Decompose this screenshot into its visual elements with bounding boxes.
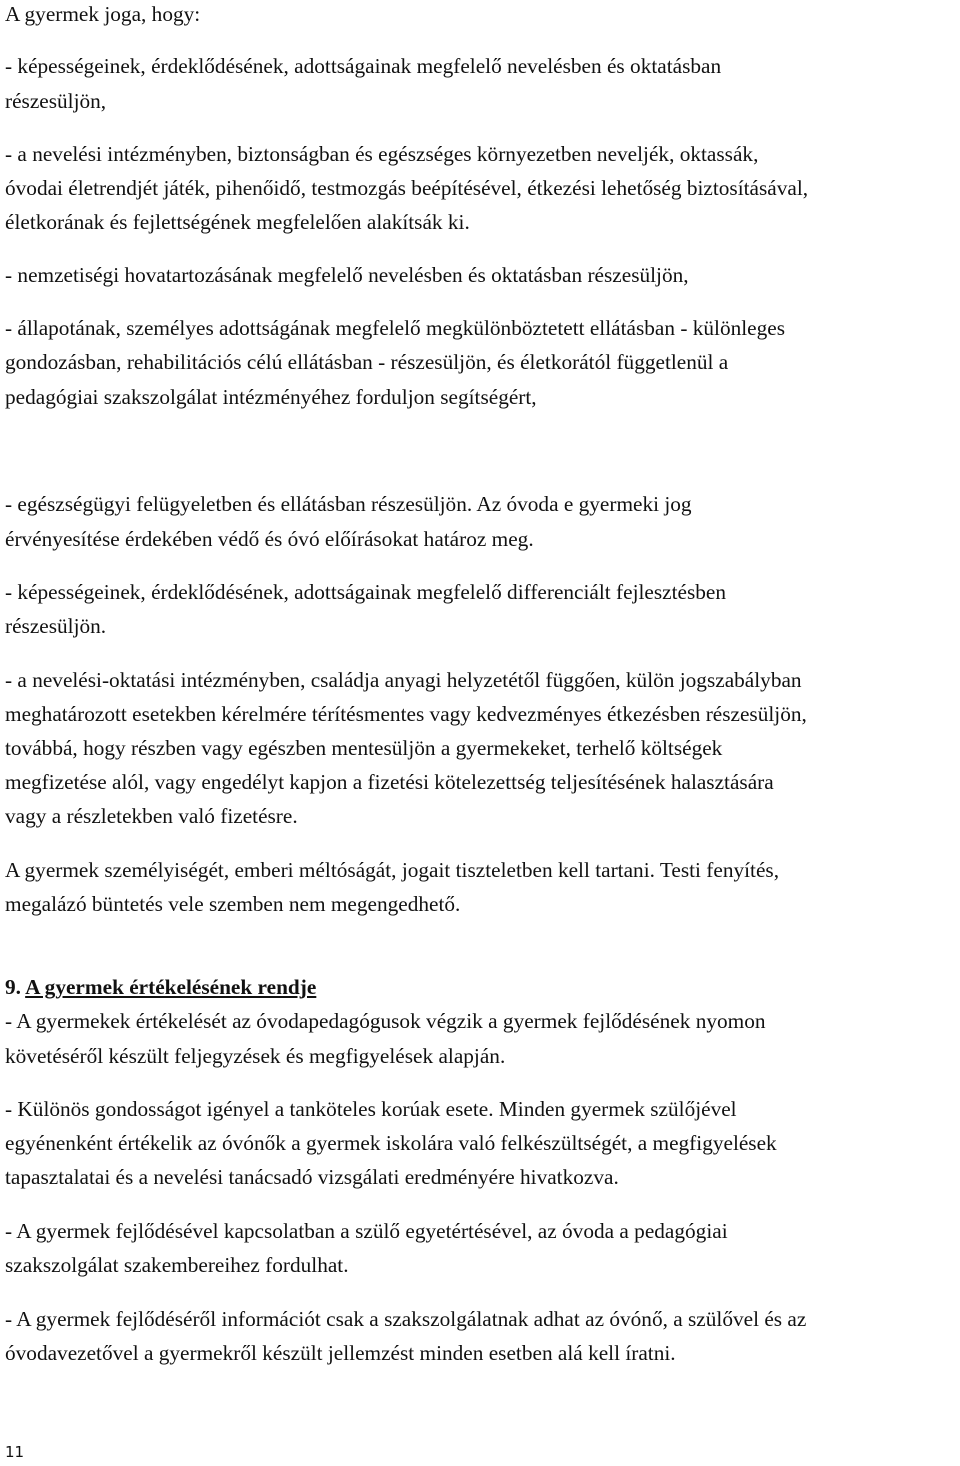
text-line: - egészségügyi felügyeletben és ellátásban részesüljön. Az óvoda e gyermeki jog xyxy=(5,492,692,516)
text-line: gondozásban, rehabilitációs célú ellátásban - részesüljön, és életkorától függetlenül a xyxy=(5,350,729,374)
text-line: követéséről készült feljegyzések és megfigyelések alapján. xyxy=(5,1044,506,1068)
text-line: szakszolgálat szakembereihez fordulhat. xyxy=(5,1253,349,1277)
text-line: továbbá, hogy részben vagy egészben mentesüljön a gyermekeket, terhelő költségek xyxy=(5,736,723,760)
text-line: - a nevelési intézményben, biztonságban és egészséges környezetben neveljék, oktassák, xyxy=(5,142,759,166)
text-line: A gyermek személyiségét, emberi méltóságát, jogait tiszteletben kell tartani. Testi fenyítés, xyxy=(5,858,780,882)
text-line: - a nevelési-oktatási intézményben, családja anyagi helyzetétől függően, külön jogszabályban xyxy=(5,668,802,692)
text-line: életkorának és fejlettségének megfelelően alakítsák ki. xyxy=(5,210,470,234)
text-line: tapasztalatai és a nevelési tanácsadó vizsgálati eredményére hivatkozva. xyxy=(5,1165,619,1189)
text-line: - nemzetiségi hovatartozásának megfelelő nevelésben és oktatásban részesüljön, xyxy=(5,263,689,287)
text-line: - képességeinek, érdeklődésének, adottságainak megfelelő differenciált fejlesztésben xyxy=(5,580,727,604)
text-line: - A gyermek fejlődéséről információt csak a szakszolgálatnak adhat az óvónő, a szülővel és az xyxy=(5,1307,807,1331)
text-line: - Különös gondosságot igényel a tanköteles korúak esete. Minden gyermek szülőjével xyxy=(5,1097,737,1121)
text-line: - állapotának, személyes adottságának megfelelő megkülönböztetett ellátásban - különleges xyxy=(5,316,786,340)
text-line: óvodavezetővel a gyermekről készült jellemzést minden esetben alá kell íratni. xyxy=(5,1341,676,1365)
text-line: részesüljön, xyxy=(5,89,107,113)
section-number: 9. xyxy=(5,975,21,999)
page-number: 11 xyxy=(5,1443,25,1461)
section-heading xyxy=(5,974,316,1000)
text-line: megalázó büntetés vele szemben nem megengedhető. xyxy=(5,892,461,916)
text-line: meghatározott esetekben kérelmére térítésmentes vagy kedvezményes étkezésben részesüljön, xyxy=(5,702,807,726)
text-line: részesüljön. xyxy=(5,614,107,638)
text-line: egyénenként értékelik az óvónők a gyermek iskolára való felkészültségét, a megfigyelések xyxy=(5,1131,777,1155)
text-line: pedagógiai szakszolgálat intézményéhez forduljon segítségért, xyxy=(5,385,537,409)
intro-line: A gyermek joga, hogy: xyxy=(5,2,201,26)
text-line: óvodai életrendjét játék, pihenőidő, testmozgás beépítésével, étkezési lehetőség biztosításával, xyxy=(5,176,809,200)
text-line: - A gyermekek értékelését az óvodapedagógusok végzik a gyermek fejlődésének nyomon xyxy=(5,1009,766,1033)
text-line: vagy a részletekben való fizetésre. xyxy=(5,804,298,828)
text-line: megfizetése alól, vagy engedélyt kapjon a fizetési kötelezettség teljesítésének halasztására xyxy=(5,770,774,794)
text-line: - A gyermek fejlődésével kapcsolatban a szülő egyetértésével, az óvoda a pedagógiai xyxy=(5,1219,728,1243)
text-line: érvényesítése érdekében védő és óvó előírásokat határoz meg. xyxy=(5,527,534,551)
text-line: - képességeinek, érdeklődésének, adottságainak megfelelő nevelésben és oktatásban xyxy=(5,54,722,78)
section-title: A gyermek értékelésének rendje xyxy=(25,975,317,999)
